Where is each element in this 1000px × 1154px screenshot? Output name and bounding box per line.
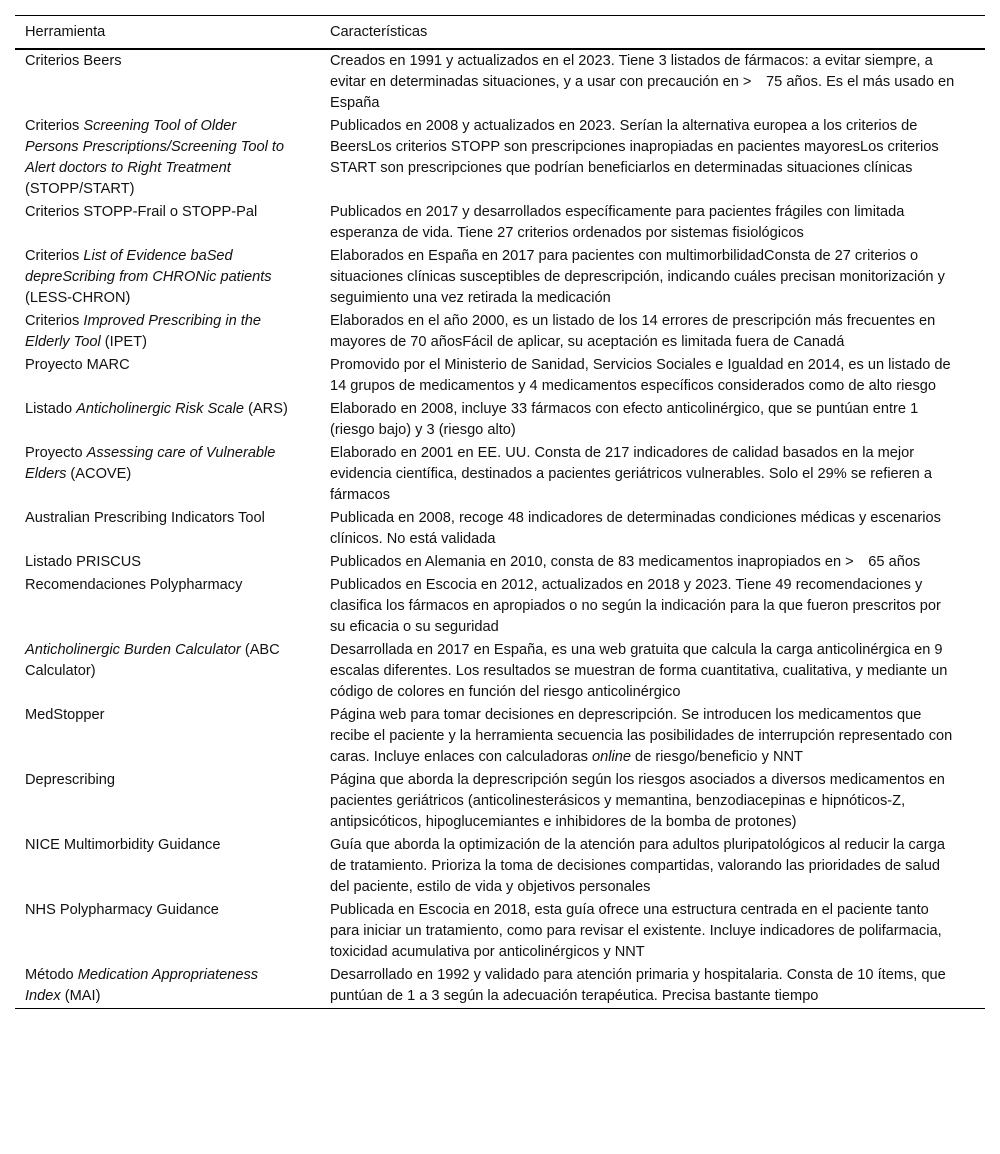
tool-description-cell (330, 639, 985, 704)
tool-description-cell (330, 769, 985, 834)
tool-description-cell (330, 899, 985, 964)
tool-description-cell (330, 551, 985, 574)
tool-description-segment: Publicada en 2008, recoge 48 indicadores de determinadas condiciones médicas y escenarios clínicos. No está validada (330, 510, 941, 547)
tool-description-cell (330, 354, 985, 398)
table-row (15, 354, 985, 398)
tool-name-cell (15, 245, 330, 310)
table-row (15, 834, 985, 899)
tool-description-cell (330, 964, 985, 1009)
tool-description-segment: Publicados en Alemania en 2010, consta de 83 medicamentos inapropiados en > 65 años (330, 554, 921, 570)
tool-name (25, 640, 290, 682)
table-row (15, 507, 985, 551)
tool-name (25, 355, 290, 376)
tool-name (25, 51, 290, 72)
header-characteristics: Características (330, 16, 985, 50)
tool-name-italic-segment: Screening Tool of Older Persons Prescriptions/Screening Tool to Alert doctors to Right Treatment (25, 118, 285, 176)
tool-name-segment: MedStopper (25, 707, 105, 723)
tool-name-cell (15, 442, 330, 507)
tool-name (25, 705, 290, 726)
tool-name-segment: Recomendaciones Polypharmacy (25, 577, 243, 593)
table-row (15, 201, 985, 245)
tool-name (25, 900, 290, 921)
tool-name-segment: Método (25, 967, 78, 983)
table-row (15, 899, 985, 964)
table-row (15, 310, 985, 354)
tool-name-segment: Criterios (25, 313, 84, 329)
tool-name (25, 246, 290, 309)
tool-name-cell (15, 310, 330, 354)
tool-name-segment: (ACOVE) (66, 466, 132, 482)
tool-name (25, 835, 290, 856)
tool-name-segment: Proyecto (25, 445, 87, 461)
tool-name (25, 552, 290, 573)
table-header-row (15, 16, 985, 50)
tool-name-cell (15, 574, 330, 639)
tool-name (25, 202, 290, 223)
table-row (15, 769, 985, 834)
tool-name-segment: Listado PRISCUS (25, 554, 141, 570)
tool-name-cell (15, 964, 330, 1009)
table-row (15, 574, 985, 639)
tool-name-segment: (LESS-CHRON) (25, 290, 131, 306)
tool-name-cell (15, 899, 330, 964)
tool-name-cell (15, 49, 330, 115)
tool-description-segment: Página que aborda la deprescripción según los riesgos asociados a diversos medicamentos en pacientes geriátricos (anticolinesterásicos y memantina, benzodiacepinas e hipnóticos-Z, antipsicóticos, hipoglucemiantes e inhibidores de la bomba de protones) (330, 772, 945, 830)
header-tool: Herramienta (15, 16, 330, 50)
tool-name-cell (15, 115, 330, 201)
tool-name-cell (15, 201, 330, 245)
tool-name (25, 399, 290, 420)
tool-name-italic-segment: Anticholinergic Burden Calculator (25, 642, 241, 658)
tool-name (25, 965, 290, 1007)
tool-description-cell (330, 398, 985, 442)
tool-name-segment: Criterios (25, 248, 84, 264)
tool-name-italic-segment: Improved Prescribing in the Elderly Tool (25, 313, 262, 350)
tool-description-segment: de riesgo/beneficio y NNT (630, 749, 803, 765)
tool-name-segment: (MAI) (60, 988, 101, 1004)
tool-description-segment: Desarrollado en 1992 y validado para atención primaria y hospitalaria. Consta de 10 ítems, que puntúan de 1 a 3 según la adecuación terapéutica. Precisa bastante tiempo (330, 967, 946, 1004)
tool-description-segment: Elaborados en el año 2000, es un listado de los 14 errores de prescripción más frecuentes en mayores de 70 añosFácil de aplicar, su aceptación es limitada fuera de Canadá (330, 313, 936, 350)
tool-name-segment: Listado (25, 401, 77, 417)
tool-name-cell (15, 398, 330, 442)
tools-table (15, 15, 985, 1009)
tool-name-cell (15, 834, 330, 899)
tool-description-segment: Publicada en Escocia en 2018, esta guía ofrece una estructura centrada en el paciente tanto para iniciar un tratamiento, como para revisar el existente. Incluye indicadores de polifarmacia, toxicidad acumulativa por anticolinérgicos y NNT (330, 902, 942, 960)
tool-name-segment: Proyecto MARC (25, 357, 130, 373)
tool-description-cell (330, 704, 985, 769)
tool-name-segment: (ABC Calculator) (25, 642, 280, 679)
table-row (15, 398, 985, 442)
table-row (15, 704, 985, 769)
tool-name (25, 575, 290, 596)
tool-description-italic-segment: online (592, 749, 631, 765)
table-row (15, 639, 985, 704)
tool-description-segment: Publicados en 2017 y desarrollados específicamente para pacientes frágiles con limitada esperanza de vida. Tiene 27 criterios ordenados por sistemas fisiológicos (330, 204, 905, 241)
tool-name-segment: NHS Polypharmacy Guidance (25, 902, 219, 918)
tool-name-cell (15, 704, 330, 769)
tool-description-cell (330, 442, 985, 507)
tool-description-cell (330, 201, 985, 245)
table-row (15, 49, 985, 115)
table-row (15, 115, 985, 201)
table-row (15, 964, 985, 1009)
tool-name-segment: Criterios STOPP-Frail o STOPP-Pal (25, 204, 258, 220)
tool-name-segment: (IPET) (100, 334, 147, 350)
tool-description-segment: Elaborado en 2001 en EE. UU. Consta de 217 indicadores de calidad basados en la mejor evidencia científica, destinados a pacientes geriátricos vulnerables. Solo el 29% se refieren a fármacos (330, 445, 932, 503)
tool-description-cell (330, 49, 985, 115)
tool-description-segment: Página web para tomar decisiones en deprescripción. Se introducen los medicamentos que recibe el paciente y la herramienta secuencia las posibilidades de interrupción representado con caras. Incluye enlaces con calculadoras (330, 707, 953, 765)
table-body (15, 49, 985, 1009)
tool-name (25, 116, 290, 200)
tool-name-segment: (ARS) (244, 401, 288, 417)
tool-name-segment: Australian Prescribing Indicators Tool (25, 510, 265, 526)
tool-name (25, 443, 290, 485)
tool-description-segment: Creados en 1991 y actualizados en el 2023. Tiene 3 listados de fármacos: a evitar siempre, a evitar en determinadas situaciones, y a usar con precaución en > 75 años. Es el más usado en España (330, 53, 955, 111)
tool-description-cell (330, 574, 985, 639)
tool-name-italic-segment: Assessing care of Vulnerable Elders (25, 445, 276, 482)
tool-description-segment: Elaborados en España en 2017 para pacientes con multimorbilidadConsta de 27 criterios o situaciones clínicas susceptibles de deprescripción, indicando cuáles precisan monitorización y seguimiento una vez retirada la medicación (330, 248, 945, 306)
tool-name-italic-segment: Anticholinergic Risk Scale (76, 401, 245, 417)
tool-name (25, 508, 290, 529)
tool-name (25, 311, 290, 353)
tool-description-cell (330, 310, 985, 354)
tool-description-segment: Desarrollada en 2017 en España, es una web gratuita que calcula la carga anticolinérgica en 9 escalas diferentes. Los resultados se muestran de forma cuantitativa, cualitativa, y mediante un código de colores en función del riesgo anticolinérgico (330, 642, 948, 700)
table-row (15, 551, 985, 574)
table-container (15, 15, 985, 1009)
tool-description-segment: Publicados en Escocia en 2012, actualizados en 2018 y 2023. Tiene 49 recomendaciones y clasifica los fármacos en apropiados o no según la indicación para la que fueron prescritos por su eficacia o su seguridad (330, 577, 941, 635)
tool-name-segment: Criterios Beers (25, 53, 122, 69)
tool-description-segment: Promovido por el Ministerio de Sanidad, Servicios Sociales e Igualdad en 2014, es un listado de 14 grupos de medicamentos y 4 medicamentos específicos considerados como de alto riesgo (330, 357, 951, 394)
tool-name-segment: NICE Multimorbidity Guidance (25, 837, 221, 853)
table-row (15, 442, 985, 507)
tool-description-cell (330, 245, 985, 310)
tool-name-cell (15, 507, 330, 551)
tool-name-cell (15, 769, 330, 834)
tool-name-italic-segment: List of Evidence baSed depreScribing from CHRONic patients (25, 248, 272, 285)
tool-description-cell (330, 507, 985, 551)
tool-name-segment: Deprescribing (25, 772, 116, 788)
tool-name-segment: (STOPP/START) (25, 181, 135, 197)
tool-name-italic-segment: Medication Appropriateness Index (25, 967, 259, 1004)
tool-name-cell (15, 639, 330, 704)
tool-name-cell (15, 354, 330, 398)
tool-description-segment: Guía que aborda la optimización de la atención para adultos pluripatológicos al reducir la carga de tratamiento. Prioriza la toma de decisiones compartidas, valorando las prioridades de salud del paciente, estilo de vida y objetivos personales (330, 837, 945, 895)
tool-name-cell (15, 551, 330, 574)
tool-description-segment: Elaborado en 2008, incluye 33 fármacos con efecto anticolinérgico, que se puntúan entre 1 (riesgo bajo) y 3 (riesgo alto) (330, 401, 919, 438)
tool-description-segment: Publicados en 2008 y actualizados en 2023. Serían la alternativa europea a los criterios de BeersLos criterios STOPP son prescripciones inapropiadas en pacientes mayoresLos criterios START son prescripciones que podrían beneficiarlos en determinadas situaciones clínicas (330, 118, 939, 176)
tool-name-segment: Criterios (25, 118, 84, 134)
tool-description-cell (330, 115, 985, 201)
tool-name (25, 770, 290, 791)
table-row (15, 245, 985, 310)
tool-description-cell (330, 834, 985, 899)
